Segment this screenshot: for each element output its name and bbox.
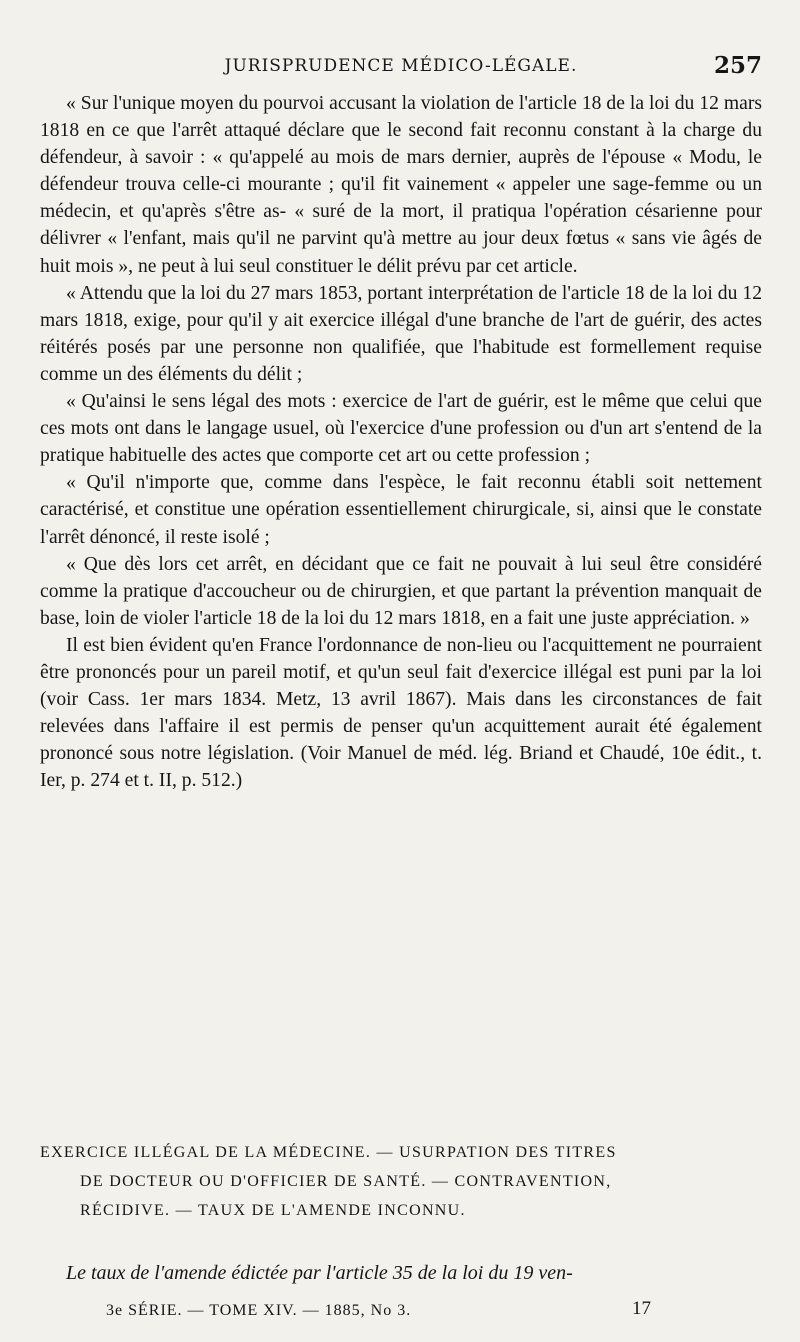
paragraph-arret: « Que dès lors cet arrêt, en décidant que ce fait ne pouvait à lui seul être considéré comme la pratique d'accoucheur ou de chirurgien, et que partant la prévention manquait de base, loin de violer l'article 18 de la loi du 12 mars 1818, en a fait une juste appréciation. » [40, 553, 762, 629]
printer-signature: 3e SÉRIE. — TOME XIV. — 1885, No 3. [106, 1302, 412, 1319]
section-heading-line-3: RÉCIDIVE. — TAUX DE L'AMENDE INCONNU. [80, 1202, 466, 1219]
body-text [40, 90, 762, 794]
sheet-number: 17 [632, 1298, 651, 1319]
paragraph-sens-legal: « Qu'ainsi le sens légal des mots : exercice de l'art de guérir, est le même que celui que ces mots ont dans le langage usuel, où l'exercice d'une profession ou d'un art s'entend de la pratique habituelle des actes que comporte cet art ou cette profession ; [40, 391, 762, 467]
paragraph-commentary: Il est bien évident qu'en France l'ordonnance de non-lieu ou l'acquittement ne pourraient être prononcés pour un pareil motif, et qu'un seul fait d'exercice illégal est puni par la loi (voir Cass. 1er mars 1834. Metz, 13 avril 1867). Mais dans les circonstances de fait relevées dans l'affaire il est permis de penser qu'un acquittement aurait été également prononcé sous notre législation. (Voir Manuel de méd. lég. Briand et Chaudé, 10e édit., t. Ier, p. 274 et t. II, p. 512.) [40, 634, 762, 792]
paragraph-attendu: « Attendu que la loi du 27 mars 1853, portant interprétation de l'article 18 de la loi du 12 mars 1818, exige, pour qu'il y ait exercice illégal d'une branche de l'art de guérir, des actes réitérés posés par une personne non qualifiée, que l'habitude est formellement requise comme un des éléments du délit ; [40, 282, 762, 385]
section-heading-line-1: EXERCICE ILLÉGAL DE LA MÉDECINE. — USURPATION DES TITRES [40, 1144, 617, 1161]
paragraph-fait-isole: « Qu'il n'importe que, comme dans l'espèce, le fait reconnu établi soit nettement caractérisé, et constitue une opération essentiellement chirurgicale, si, ainsi que le constate l'arrêt dénoncé, il reste isolé ; [40, 472, 762, 548]
section-intro-line: Le taux de l'amende édictée par l'article 35 de la loi du 19 ven- [66, 1262, 573, 1284]
page-number: 257 [713, 52, 762, 79]
section-heading [40, 1138, 762, 1225]
running-head [40, 50, 762, 82]
page-footer [40, 1296, 762, 1326]
paragraph-pourvoi: « Sur l'unique moyen du pourvoi accusant la violation de l'article 18 de la loi du 12 mars 1818 en ce que l'arrêt attaqué déclare que le second fait reconnu constant à la charge du défendeur, à savoir : « qu'appelé au mois de mars dernier, auprès de l'épouse « Modu, le défendeur trouva celle-ci mourante ; qu'il fit vainement « appeler une sage-femme ou un médecin, et qu'après s'être as- « suré de la mort, il pratiqua l'opération césarienne pour délivrer « l'enfant, mais qu'il ne parvint qu'à mettre au jour deux fœtus « sans vie âgés de huit mois », ne peut à lui seul constituer le délit prévu par cet article. [40, 93, 762, 277]
section-heading-line-2: DE DOCTEUR OU D'OFFICIER DE SANTÉ. — CONTRAVENTION, [80, 1173, 612, 1190]
running-head-title: JURISPRUDENCE MÉDICO-LÉGALE. [224, 56, 578, 76]
